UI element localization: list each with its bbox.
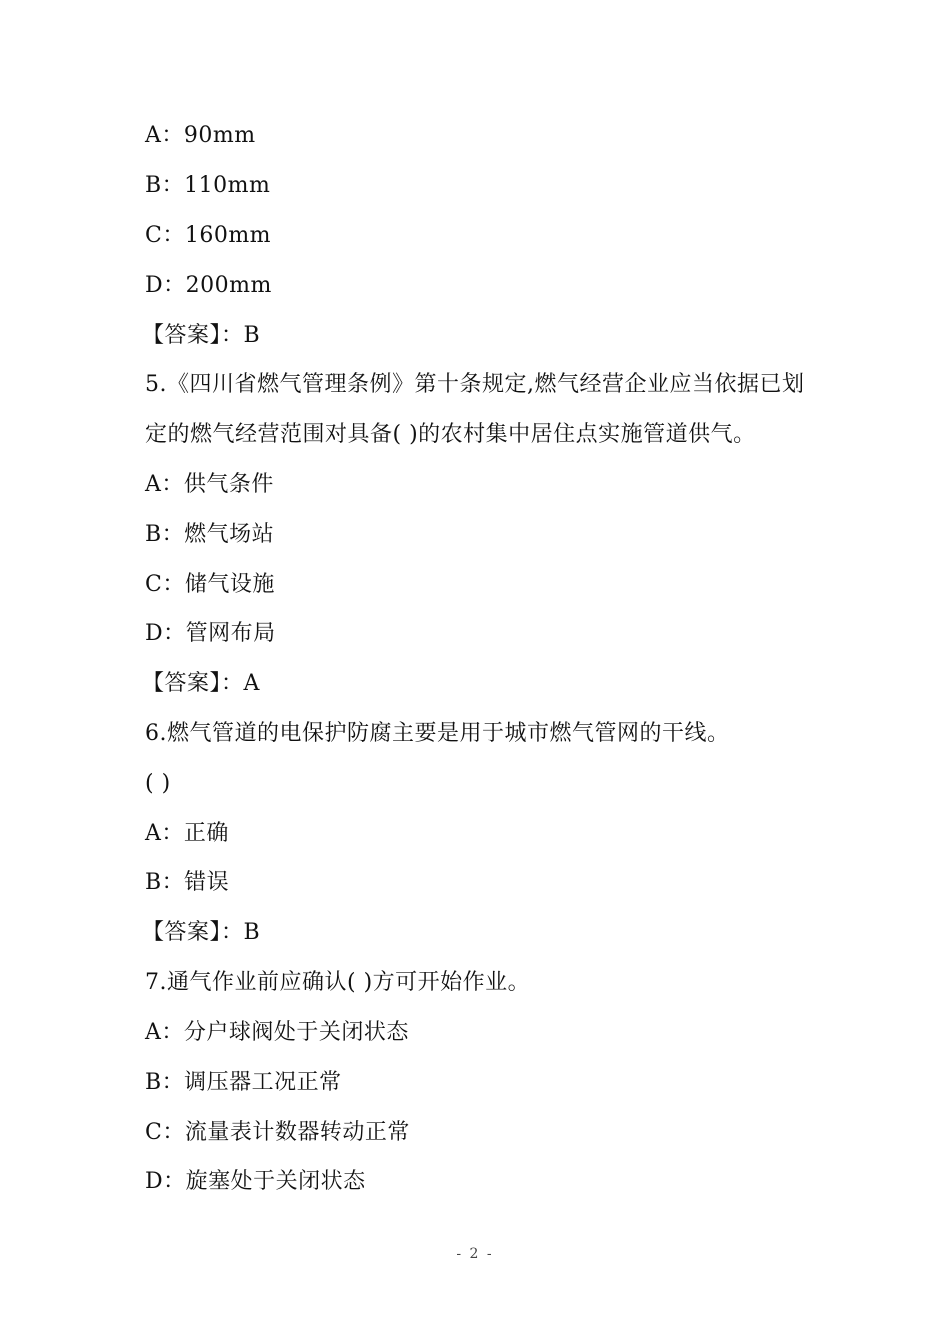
q6-option-a: A：正确 [145,821,229,846]
q6-question-line-1: 6.燃气管道的电保护防腐主要是用于城市燃气管网的干线。 [145,721,730,746]
q4-option-c: C：160mm [145,223,272,248]
q5-option-c: C：储气设施 [145,572,275,597]
q5-option-b: B：燃气场站 [145,522,275,547]
q7-option-a: A：分户球阀处于关闭状态 [145,1020,409,1045]
q7-question-line-1: 7.通气作业前应确认( )方可开始作业。 [145,970,531,995]
q5-option-a: A：供气条件 [145,472,274,497]
q6-option-b: B：错误 [145,870,230,895]
q4-answer: 【答案】：B [142,323,261,348]
q7-option-c: C：流量表计数器转动正常 [145,1120,410,1145]
q7-option-d: D：旋塞处于关闭状态 [145,1169,366,1194]
q6-answer: 【答案】：B [142,920,261,945]
q6-question-line-2: ( ) [145,771,171,796]
q4-option-b: B：110mm [145,173,271,198]
q5-question-line-2: 定的燃气经营范围对具备( )的农村集中居住点实施管道供气。 [145,422,756,447]
q7-option-b: B：调压器工况正常 [145,1070,342,1095]
q4-option-a: A：90mm [145,123,256,148]
q5-option-d: D：管网布局 [145,621,276,646]
q5-question-line-1: 5.《四川省燃气管理条例》第十条规定,燃气经营企业应当依据已划 [145,372,805,397]
page-number: - 2 - [456,1246,494,1262]
q5-answer: 【答案】：A [142,671,260,696]
q4-option-d: D：200mm [145,273,272,298]
